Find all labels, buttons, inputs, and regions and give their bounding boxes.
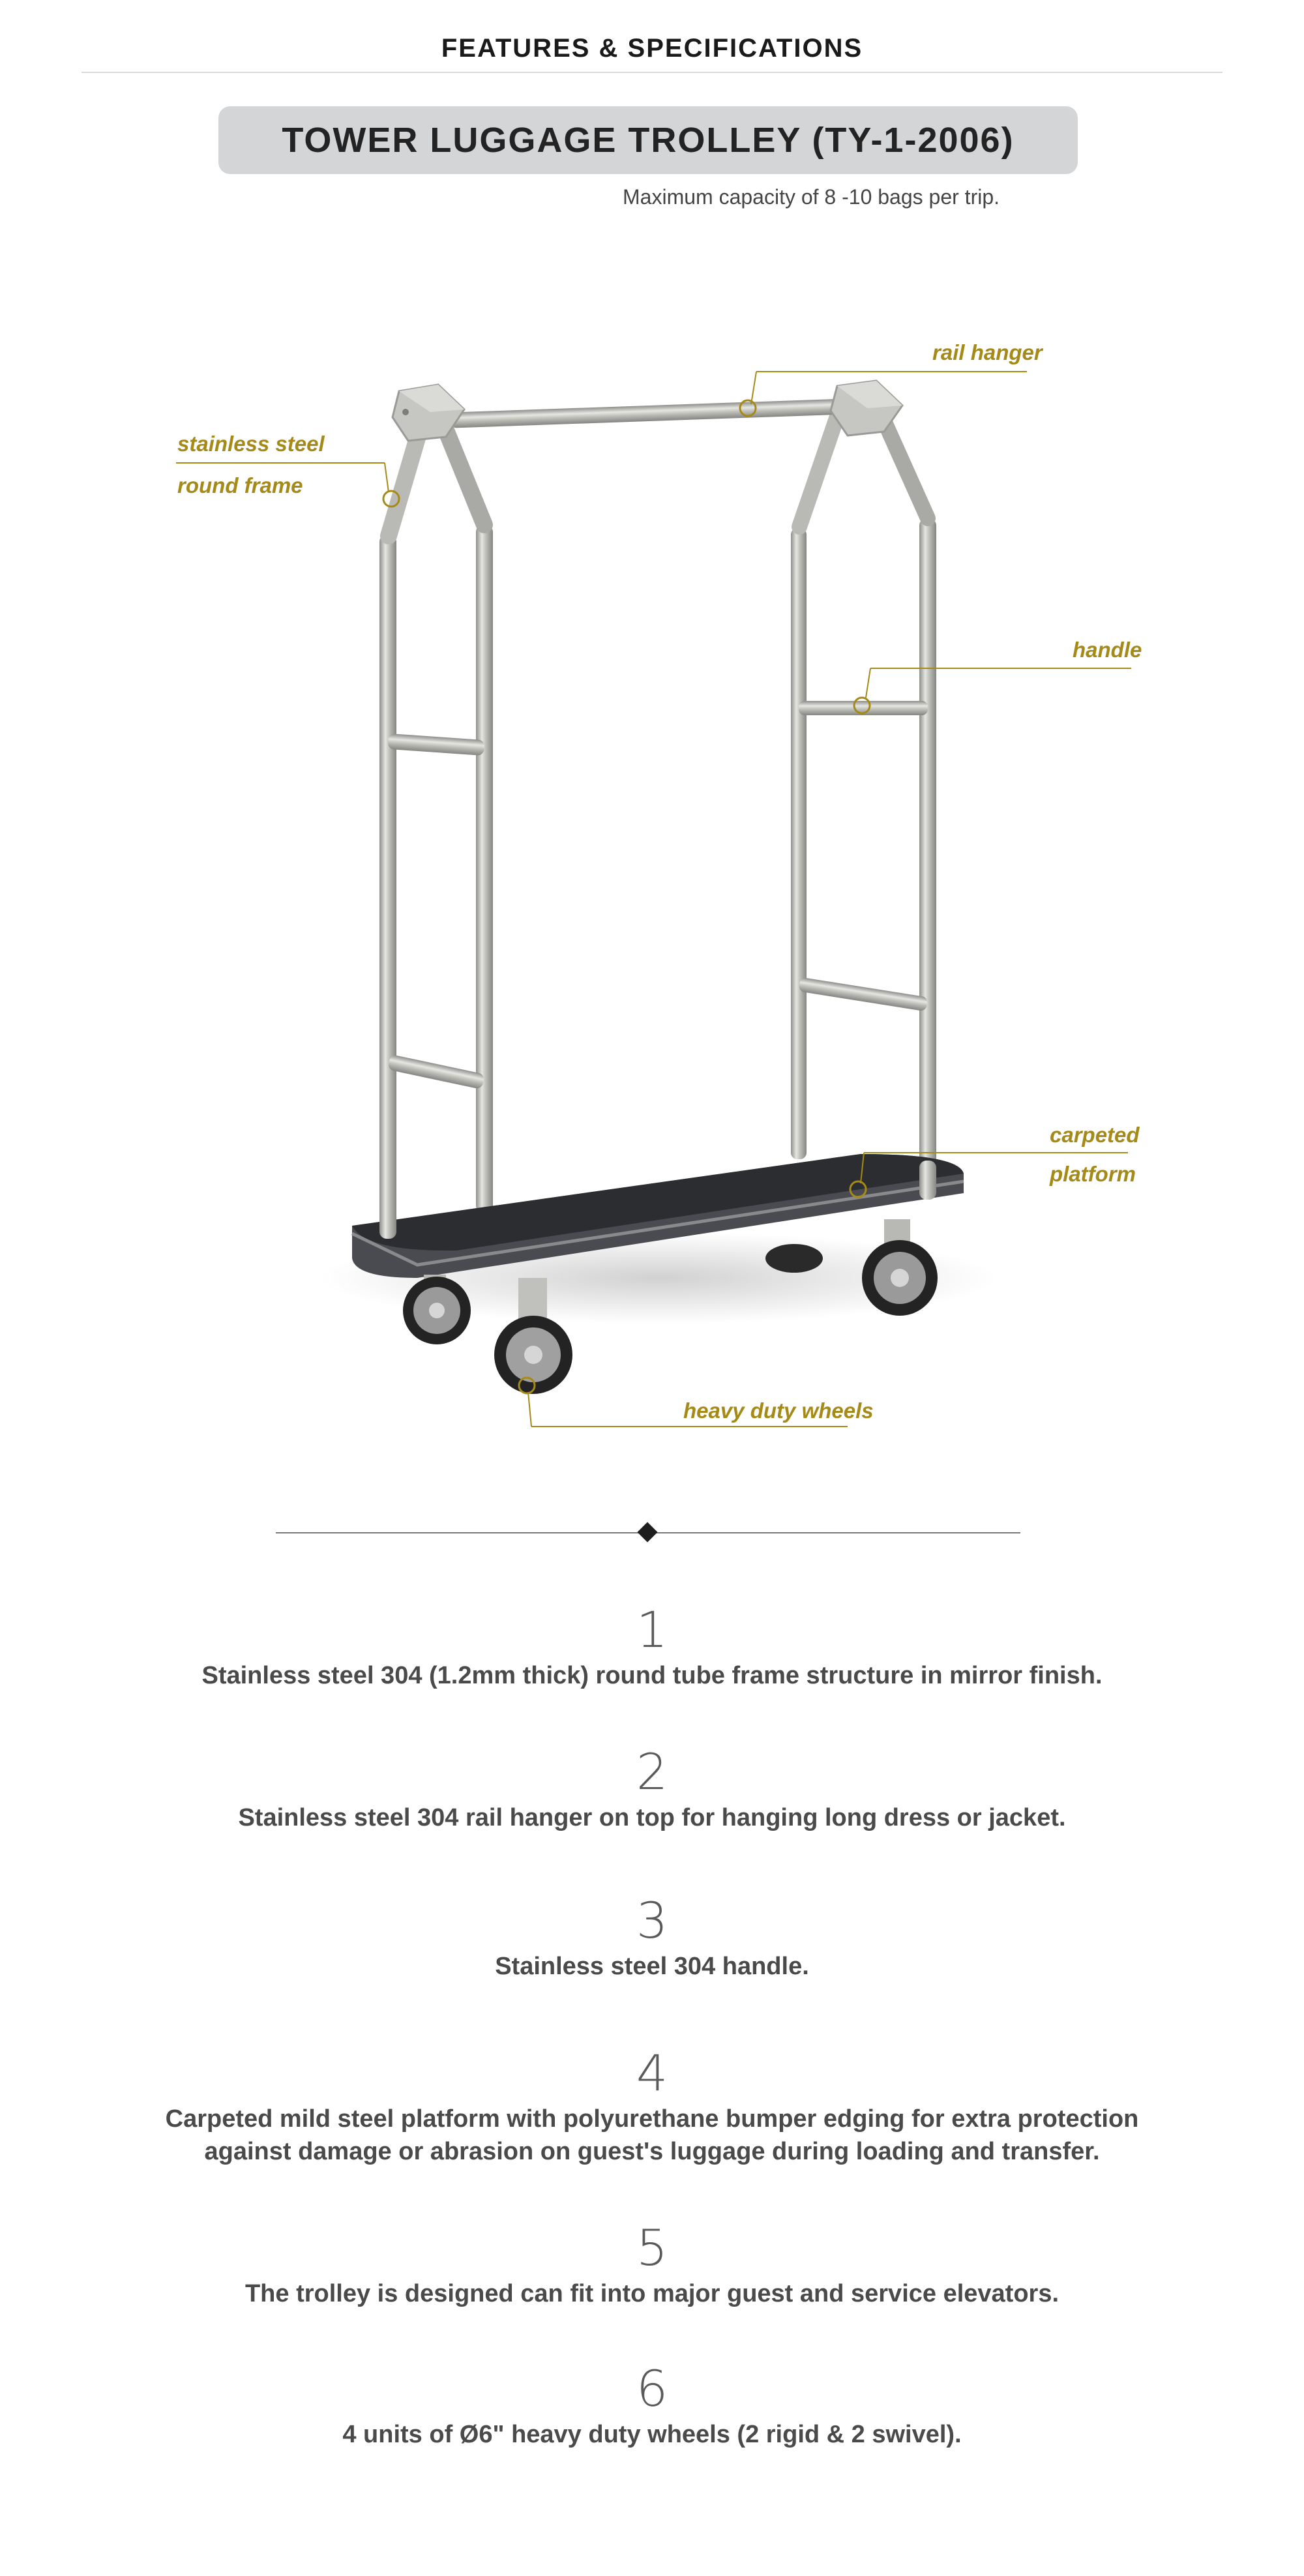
feature-item-6	[130, 2361, 1174, 2451]
callout-frame-line1: stainless steel	[177, 432, 325, 456]
heading-divider	[82, 72, 1222, 73]
feature-item-5	[130, 2221, 1174, 2311]
left-frame	[379, 421, 493, 1239]
feature-number: 4	[636, 2044, 668, 2102]
callout-rail-hanger: rail hanger	[932, 340, 1043, 364]
section-heading: FEATURES & SPECIFICATIONS	[441, 34, 863, 63]
feature-number: 1	[636, 1601, 668, 1659]
product-title: TOWER LUGGAGE TROLLEY (TY-1-2006)	[282, 121, 1015, 160]
callout-platform-line1: carpeted	[1050, 1123, 1140, 1147]
feature-text: Stainless steel 304 (1.2mm thick) round tube frame structure in mirror finish.	[201, 1662, 1103, 1689]
feature-text: Stainless steel 304 rail hanger on top for hanging long dress or jacket.	[238, 1804, 1066, 1831]
divider-diamond-icon	[637, 1522, 657, 1542]
feature-number: 6	[636, 2360, 668, 2418]
feature-number: 2	[636, 1743, 668, 1801]
capacity-note: Maximum capacity of 8 -10 bags per trip.	[623, 185, 1000, 209]
feature-text: 4 units of Ø6" heavy duty wheels (2 rigid & 2 swivel).	[342, 2421, 962, 2448]
feature-text: The trolley is designed can fit into major guest and service elevators.	[244, 2280, 1060, 2307]
callout-handle: handle	[1073, 638, 1142, 662]
feature-item-4	[130, 2046, 1174, 2169]
feature-number: 5	[636, 2219, 668, 2277]
feature-item-1	[130, 1603, 1174, 1693]
right-frame	[791, 411, 936, 1200]
feature-item-2	[130, 1745, 1174, 1835]
callout-platform-line2: platform	[1050, 1162, 1136, 1186]
callout-wheels: heavy duty wheels	[683, 1399, 874, 1423]
feature-text-line1: Carpeted mild steel platform with polyurethane bumper edging for extra protection	[165, 2105, 1139, 2133]
front-right-upright-base	[919, 1161, 936, 1200]
front-left-upright-base	[379, 1200, 396, 1239]
feature-item-3	[130, 1893, 1174, 1983]
product-title-box	[218, 106, 1078, 174]
feature-text: Stainless steel 304 handle.	[495, 1953, 809, 1980]
callout-frame-line2: round frame	[177, 473, 303, 497]
feature-number: 3	[636, 1891, 668, 1949]
feature-text-line2: against damage or abrasion on guest's luggage during loading and transfer.	[204, 2138, 1100, 2165]
